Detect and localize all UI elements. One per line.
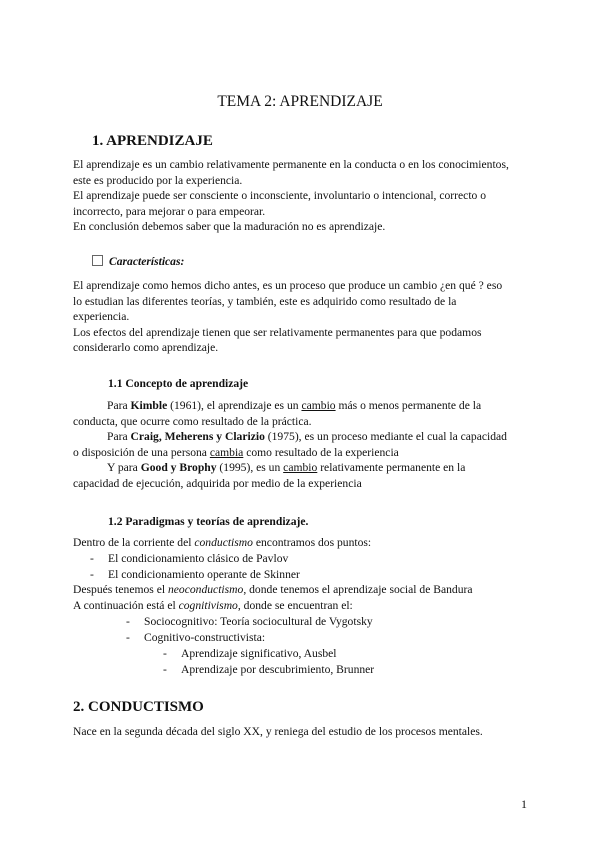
underlined-word: cambia — [209, 445, 244, 459]
section1-heading: 1. APRENDIZAJE — [92, 133, 213, 149]
emphasis-cognitivismo: cognitivismo — [178, 599, 238, 612]
list-level3 — [163, 646, 374, 677]
list-level1 — [90, 551, 300, 582]
caracteristicas-heading — [92, 255, 184, 268]
underlined-word: cambio — [301, 399, 336, 412]
text-line: considerarlo como aprendizaje. — [73, 341, 219, 355]
text-line: lo estudian las diferentes teorías, y también, este es adquirido como resultado de la — [73, 294, 457, 308]
kimble-line-1: Para Kimble (1961), el aprendizaje es un cambio más o menos permanente de la — [107, 399, 482, 412]
craig-line-1: Para Craig, Meherens y Clarizio (1975), es un proceso mediante el cual la capacidad — [107, 430, 507, 444]
section12-intro: Dentro de la corriente del conductismo encontramos dos puntos: — [73, 536, 372, 549]
craig-line-2: o disposición de una persona cambia como resultado de la experiencia — [73, 445, 399, 459]
section11-paragraph — [73, 398, 507, 492]
text-line: incorrecto, para mejorar o para empeorar. — [73, 204, 266, 218]
text-line: El aprendizaje como hemos dicho antes, es un proceso que produce un cambio ¿en qué ? eso — [73, 279, 503, 292]
neo-line: Después tenemos el neoconductismo, donde tenemos el aprendizaje social de Bandura — [73, 583, 473, 596]
text-line: El aprendizaje puede ser consciente o inconsciente, involuntario o intencional, correcto o — [73, 189, 487, 203]
caracteristicas-label: Características: — [109, 255, 185, 268]
section1-paragraph — [73, 157, 509, 235]
list-item: - Cognitivo-constructivista: — [126, 630, 266, 644]
section11-heading: 1.1 Concepto de aprendizaje — [108, 377, 249, 390]
underlined-word: cambio — [283, 461, 318, 475]
text-line: Los efectos del aprendizaje tienen que ser relativamente permanentes para que podamos — [73, 325, 482, 339]
page-number: 1 — [521, 797, 527, 811]
section2-paragraph: Nace en la segunda década del siglo XX, y reniega del estudio de los procesos mentales. — [73, 725, 483, 738]
good-line-2: capacidad de ejecución, adquirida por medio de la experiencia — [73, 476, 362, 490]
list-item: - Aprendizaje significativo, Ausbel — [163, 647, 337, 660]
author-good: Good y Brophy — [140, 461, 217, 475]
list-item: - El condicionamiento operante de Skinner — [90, 567, 300, 581]
list-level2 — [126, 614, 373, 645]
list-item: - Aprendizaje por descubrimiento, Brunner — [163, 662, 375, 676]
good-line-1: Y para Good y Brophy (1995), es un cambio relativamente permanente en la — [107, 461, 466, 475]
emphasis-neoconductismo: neoconductismo — [167, 583, 244, 596]
text-line: En conclusión debemos saber que la maduración no es aprendizaje. — [73, 220, 386, 234]
cog-line: A continuación está el cognitivismo, donde se encuentran el: — [73, 599, 353, 612]
caracteristicas-paragraph — [73, 278, 502, 356]
author-craig: Craig, Meherens y Clarizio — [130, 430, 265, 444]
list-item: - El condicionamiento clásico de Pavlov — [90, 552, 289, 565]
text-line: experiencia. — [73, 310, 130, 324]
list-item: - Sociocognitivo: Teoría sociocultural de Vygotsky — [126, 615, 373, 628]
kimble-line-2: conducta, que ocurre como resultado de la práctica. — [73, 414, 312, 428]
section2-heading: 2. CONDUCTISMO — [73, 699, 204, 715]
text-line: este es producido por la experiencia. — [73, 173, 243, 187]
document-title: TEMA 2: APRENDIZAJE — [217, 93, 383, 110]
text-line: El aprendizaje es un cambio relativamente permanente en la conducta o en los conocimientos, — [73, 158, 509, 171]
checkbox-icon — [92, 255, 103, 266]
author-kimble: Kimble — [130, 399, 168, 412]
section12-heading: 1.2 Paradigmas y teorías de aprendizaje. — [108, 515, 309, 528]
emphasis-conductismo: conductismo — [194, 536, 253, 549]
